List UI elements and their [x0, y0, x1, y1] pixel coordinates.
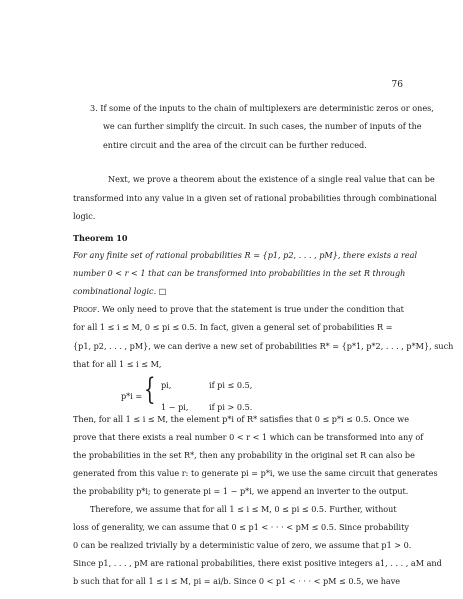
proof-line-1	[73, 304, 404, 315]
intro-line-2: transformed into any value in a given set of rational probabilities through combinational	[73, 193, 437, 203]
proof-line-7: the probabilities in the set R*, then any probability in the original set R can also be	[73, 450, 415, 460]
list-item-3-line-2: we can further simplify the circuit. In such cases, the number of inputs of the	[103, 121, 422, 131]
proof-line-1-text: We only need to prove that the statement is true under the condition that	[99, 304, 404, 314]
proof-line-13: Since p1, . . . , pM are rational probabilities, there exist positive integers a1, . . . , aM and	[73, 558, 442, 568]
list-item-3-line-1: 3. If some of the inputs to the chain of multiplexers are deterministic zeros or ones,	[90, 103, 434, 113]
theorem-title: Theorem 10	[73, 233, 128, 243]
proof-line-14: b such that for all 1 ≤ i ≤ M, pi = ai/b. Since 0 < p1 < · · · < pM ≤ 0.5, we have	[73, 576, 401, 586]
equation-case-2: 1 − pi,	[161, 402, 189, 412]
proof-line-9: the probability p*i; to generate pi = 1 − p*i, we append an inverter to the output.	[73, 486, 409, 496]
equation-brace: {	[144, 372, 156, 407]
proof-line-11: loss of generality, we can assume that 0 ≤ p1 < · · · < pM ≤ 0.5. Since probability	[73, 522, 409, 532]
theorem-line-2: number 0 < r < 1 that can be transformed into probabilities in the set R through	[73, 268, 406, 278]
equation-condition-1: if pi ≤ 0.5,	[209, 380, 253, 390]
theorem-line-3: combinational logic. □	[73, 286, 167, 296]
proof-line-6: prove that there exists a real number 0 < r < 1 which can be transformed into any of	[73, 432, 424, 442]
proof-line-3: {p1, p2, . . . , pM}, we can derive a new set of probabilities R* = {p*1, p*2, . . . , p*M}, such	[73, 341, 454, 351]
list-item-3-line-3: entire circuit and the area of the circuit can be further reduced.	[103, 140, 367, 150]
intro-line-3: logic.	[73, 211, 96, 221]
equation-lhs: p*i =	[121, 391, 143, 401]
proof-line-5: Then, for all 1 ≤ i ≤ M, the element p*i of R* satisfies that 0 ≤ p*i ≤ 0.5. Once we	[73, 414, 410, 424]
page-number: 76	[391, 80, 403, 90]
theorem-line-1: For any finite set of rational probabilities R = {p1, p2, . . . , pM}, there exists a real	[73, 250, 418, 260]
proof-line-10: Therefore, we assume that for all 1 ≤ i ≤ M, 0 ≤ pi ≤ 0.5. Further, without	[90, 504, 397, 514]
proof-line-2: for all 1 ≤ i ≤ M, 0 ≤ pi ≤ 0.5. In fact, given a general set of probabilities R =	[73, 322, 393, 332]
proof-label: Proof.	[73, 304, 100, 314]
proof-line-8: generated from this value r: to generate pi = p*i, we use the same circuit that generates	[73, 468, 438, 478]
proof-line-4: that for all 1 ≤ i ≤ M,	[73, 359, 162, 369]
equation-condition-2: if pi > 0.5.	[209, 402, 253, 412]
proof-line-12: 0 can be realized trivially by a deterministic value of zero, we assume that p1 > 0.	[73, 540, 412, 550]
equation-case-1: pi,	[161, 380, 172, 390]
intro-line-1: Next, we prove a theorem about the existence of a single real value that can be	[108, 174, 435, 184]
